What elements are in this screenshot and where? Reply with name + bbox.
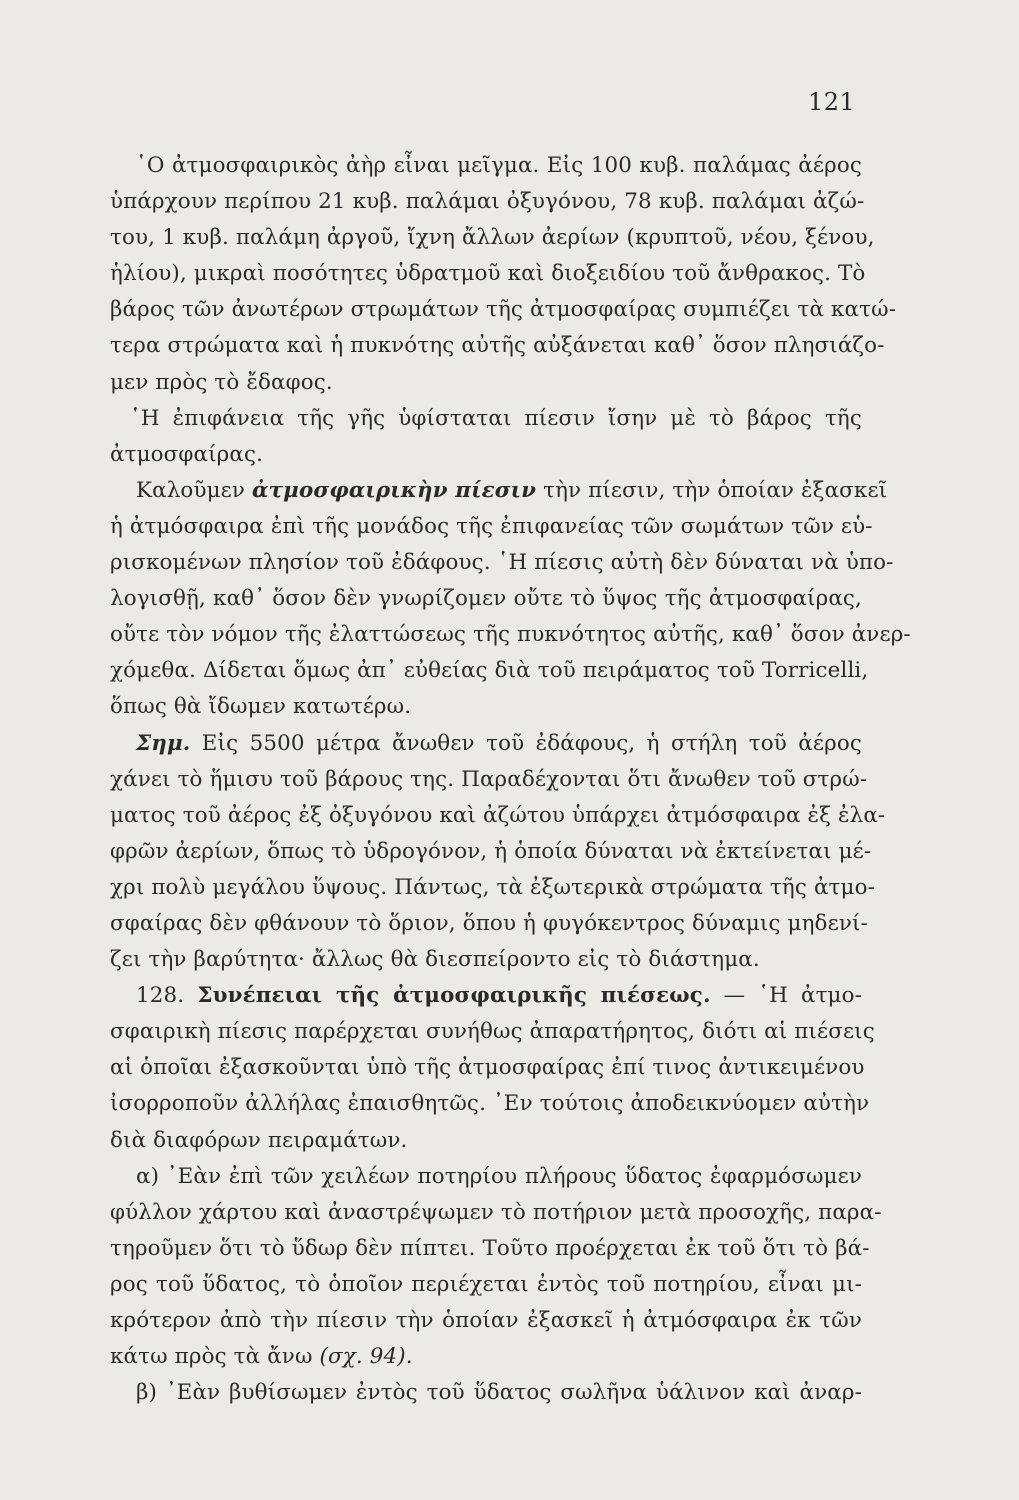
text-line: κρότερον ἀπὸ τὴν πίεσιν τὴν ὁποίαν ἐξασκεῖ ἡ ἀτμόσφαιρα ἐκ τῶν [110, 1308, 862, 1333]
page-number: 121 [808, 88, 856, 116]
text-line: σφαιρικὴ πίεσις παρέρχεται συνήθως ἀπαρατήρητος, διότι αἱ πιέσεις [110, 1019, 875, 1045]
text-line: αἱ ὁποῖαι ἐξασκοῦνται ὑπὸ τῆς ἀτμοσφαίρας ἐπί τινος ἀντικειμένου [110, 1055, 865, 1081]
text-line: χάνει τὸ ἥμισυ τοῦ βάρους της. Παραδέχονται ὅτι ἄνωθεν τοῦ στρώ- [110, 766, 868, 792]
text-line: α) ᾽Εὰν ἐπὶ τῶν χειλέων ποτηρίου πλήρους ὕδατος ἐφαρμόσωμεν [136, 1163, 862, 1189]
section-number: 128. [136, 983, 198, 1009]
text-line: τερα στρώματα καὶ ἡ πυκνότης αὐτῆς αὐξάνεται καθ᾽ ὅσον πλησιάζο- [110, 333, 885, 359]
text-line: φρῶν ἀερίων, ὅπως τὸ ὑδρογόνον, ἡ ὁποία δύναται νὰ ἐκτείνεται μέ- [110, 838, 872, 864]
text-line: σφαίρας δὲν φθάνουν τὸ ὅριον, ὅπου ἡ φυγόκεντρος δύναμις μηδενί- [110, 910, 868, 936]
text-line: ὑπάρχουν περίπου 21 κυβ. παλάμαι ὀξυγόνου, 78 κυβ. παλάμαι ἀζώ- [110, 189, 865, 215]
text-line: ἡ ἀτμόσφαιρα ἐπὶ τῆς μονάδος τῆς ἐπιφανείας τῶν σωμάτων τῶν εὑ- [110, 513, 873, 539]
text-line: χόμεθα. Δίδεται ὅμως ἀπ᾽ εὐθείας διὰ τοῦ πειράματος τοῦ Torricelli, [110, 658, 869, 684]
figure-reference: (σχ. 94). [319, 1344, 413, 1370]
text-line: ῾Η ἐπιφάνεια τῆς γῆς ὑφίσταται πίεσιν ἴσην μὲ τὸ βάρος τῆς [130, 405, 862, 431]
text-line: χρι πολὺ μεγάλου ὕψους. Πάντως, τὰ ἐξωτερικὰ στρώματα τῆς ἀτμο- [110, 874, 875, 900]
text-line: ἡλίου), μικραὶ ποσότητες ὑδρατμοῦ καὶ διοξειδίου τοῦ ἄνθρακος. Τὸ [110, 261, 866, 287]
term-atmospheric-pressure: ἀτμοσφαιρικὴν πίεσιν [252, 477, 537, 503]
text-line: 128. Συνέπειαι τῆς ἀτμοσφαιρικῆς πιέσεως. — ῾Η ἀτμο- [136, 983, 863, 1009]
text-line: ματος τοῦ ἀέρος ἐξ ὀξυγόνου καὶ ἀζώτου ὑπάρχει ἀτμόσφαιρα ἐξ ἐλα- [110, 802, 886, 828]
text-line: ἰσορροποῦν ἀλλήλας ἐπαισθητῶς. ᾽Εν τούτοις ἀποδεικνύομεν αὐτὴν [110, 1091, 870, 1117]
text-line: φύλλον χάρτου καὶ ἀναστρέψωμεν τὸ ποτήριον μετὰ προσοχῆς, παρα- [110, 1199, 882, 1225]
text-line: τηροῦμεν ὅτι τὸ ὕδωρ δὲν πίπτει. Τοῦτο προέρχεται ἐκ τοῦ ὅτι τὸ βά- [110, 1235, 870, 1261]
text-line: Καλοῦμεν ἀτμοσφαιρικὴν πίεσιν τὴν πίεσιν, τὴν ὁποίαν ἐξασκεῖ [136, 477, 888, 503]
text-line: λογισθῇ, καθ᾽ ὅσον δὲν γνωρίζομεν οὔτε τὸ ὕψος τῆς ἀτμοσφαίρας, [110, 586, 862, 612]
note-label: Σημ. [136, 730, 191, 756]
text-line: ῾Ο ἀτμοσφαιρικὸς ἀὴρ εἶναι μεῖγμα. Εἰς 100 κυβ. παλάμας ἀέρος [136, 153, 862, 178]
text-line: βάρος τῶν ἀνωτέρων στρωμάτων τῆς ἀτμοσφαίρας συμπιέζει τὰ κατώ- [110, 297, 897, 323]
section-heading: Συνέπειαι τῆς ἀτμοσφαιρικῆς πιέσεως. [197, 983, 711, 1009]
text-line: β) ᾽Εὰν βυθίσωμεν ἐντὸς τοῦ ὕδατος σωλῆνα ὑάλινον καὶ ἀναρ- [136, 1380, 862, 1406]
text-line: ὅπως θὰ ἴδωμεν κατωτέρω. [110, 694, 412, 720]
body-text [110, 148, 911, 1411]
text-line: του, 1 κυβ. παλάμη ἀργοῦ, ἴχνη ἄλλων ἀερίων (κρυπτοῦ, νέου, ξένου, [110, 225, 875, 251]
text-line: ἀτμοσφαίρας. [110, 441, 264, 467]
text-line: οὔτε τὸν νόμον τῆς ἐλαττώσεως τῆς πυκνότητος αὐτῆς, καθ᾽ ὅσον ἀνερ- [110, 622, 911, 648]
text-line: ζει τὴν βαρύτητα· ἄλλως θὰ διεσπείροντο εἰς τὸ διάστημα. [110, 947, 760, 973]
text-line: Σημ. Εἰς 5500 μέτρα ἄνωθεν τοῦ ἐδάφους, ἡ στήλη τοῦ ἀέρος [136, 730, 862, 756]
text-line: ρος τοῦ ὕδατος, τὸ ὁποῖον περιέχεται ἐντὸς τοῦ ποτηρίου, εἶναι μι- [110, 1271, 862, 1297]
text-line: κάτω πρὸς τὰ ἄνω (σχ. 94). [110, 1344, 413, 1370]
text-line: διὰ διαφόρων πειραμάτων. [110, 1127, 408, 1153]
text-line: μεν πρὸς τὸ ἔδαφος. [110, 369, 333, 395]
text-line: ρισκομένων πλησίον τοῦ ἐδάφους. ῾Η πίεσις αὐτὴ δὲν δύναται νὰ ὑπο- [110, 550, 894, 576]
